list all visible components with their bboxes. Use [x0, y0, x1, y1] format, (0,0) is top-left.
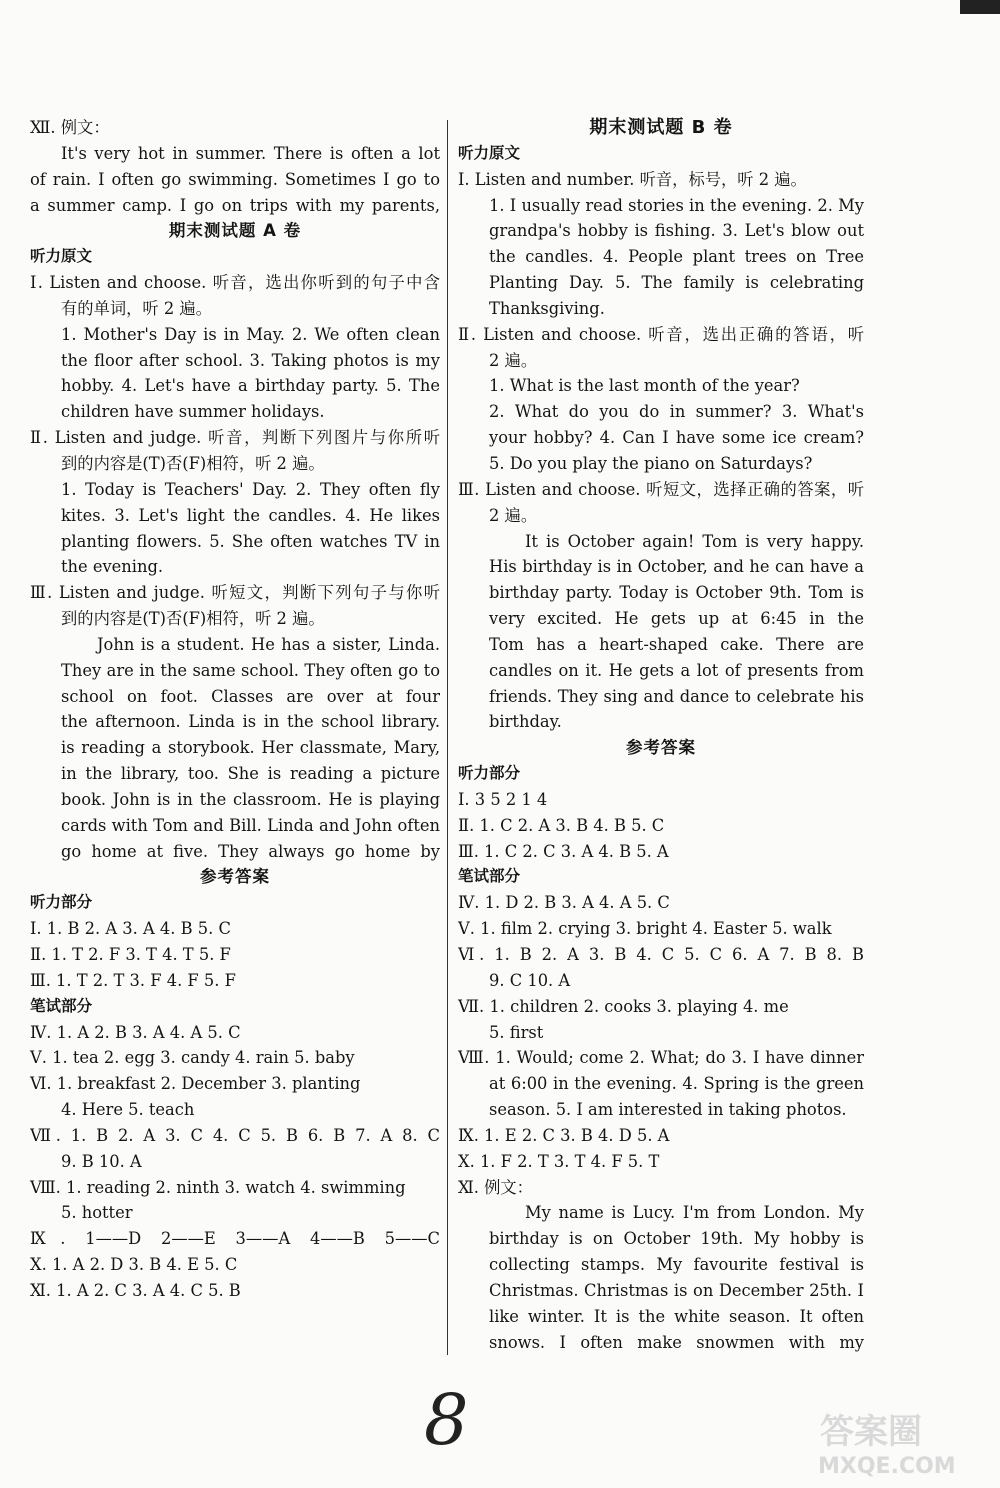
- left-line: Ⅶ. 1. B 2. A 3. C 4. C 5. B 6. B 7. A 8. C: [30, 1125, 440, 1145]
- right-line: birthday.: [489, 712, 562, 732]
- left-line: 5. hotter: [61, 1203, 133, 1223]
- left-line: Ⅰ. Listen and choose. 听音，选出你听到的句子中含: [30, 273, 440, 293]
- left-line: It's very hot in summer. There is often a lot: [61, 143, 440, 163]
- left-line: Ⅻ. 例文：: [30, 118, 110, 137]
- left-line: 1. Mother's Day is in May. 2. We often clean: [61, 324, 440, 344]
- left-line: 到的内容是(T)否(F)相符，听 2 遍。: [61, 609, 325, 629]
- right-line: 笔试部分: [458, 867, 521, 886]
- right-line: 1. I usually read stories in the evening. 2. My: [489, 195, 864, 215]
- left-line: hobby. 4. Let's have a birthday party. 5. The: [61, 376, 440, 396]
- right-line: the candles. 4. People plant trees on Tree: [489, 247, 864, 267]
- right-line: 2. What do you do in summer? 3. What's: [489, 402, 864, 422]
- right-line: Ⅵ. 1. B 2. A 3. B 4. C 5. C 6. A 7. B 8. B: [458, 945, 864, 964]
- right-column: [458, 115, 864, 1356]
- right-line: Ⅳ. 1. D 2. B 3. A 4. A 5. C: [458, 893, 670, 913]
- right-line: Ⅷ. 1. Would; come 2. What; do 3. I have dinner: [458, 1048, 864, 1068]
- right-line: Ⅱ. 1. C 2. A 3. B 4. B 5. C: [458, 815, 665, 835]
- left-line: 9. B 10. A: [61, 1151, 142, 1171]
- left-line: the floor after school. 3. Taking photos is my: [61, 350, 440, 370]
- left-line: 1. Today is Teachers' Day. 2. They often fly: [61, 479, 440, 499]
- right-line: Planting Day. 5. The family is celebrating: [489, 273, 864, 293]
- left-line: 期末测试题 A 卷: [168, 221, 302, 241]
- left-line: Ⅳ. 1. A 2. B 3. A 4. A 5. C: [30, 1022, 241, 1042]
- left-line: They are in the same school. They often go to: [61, 660, 440, 680]
- left-line: Ⅸ. 1——D 2——E 3——A 4——B 5——C: [30, 1229, 440, 1249]
- left-line: kites. 3. Let's light the candles. 4. He likes: [61, 505, 440, 525]
- left-line: 4. Here 5. teach: [61, 1100, 195, 1120]
- right-line: season. 5. I am interested in taking photos.: [489, 1100, 847, 1120]
- right-line: Ⅺ. 例文：: [458, 1177, 533, 1197]
- right-line: Ⅴ. 1. film 2. crying 3. bright 4. Easter 5. walk: [458, 919, 832, 939]
- column-divider: [447, 120, 448, 1355]
- watermark-site: MXQE.COM: [818, 1454, 956, 1479]
- left-line: 听力部分: [30, 893, 93, 912]
- right-line: friends. They sing and dance to celebrate his: [489, 686, 864, 706]
- right-line: very excited. He gets up at 6:45 in the: [489, 609, 864, 629]
- right-line: 5. Do you play the piano on Saturdays?: [489, 453, 813, 473]
- left-line: of rain. I often go swimming. Sometimes I go to: [30, 169, 440, 189]
- right-line: Ⅹ. 1. F 2. T 3. T 4. F 5. T: [458, 1151, 660, 1171]
- left-line: Ⅵ. 1. breakfast 2. December 3. planting: [30, 1074, 361, 1094]
- page-number: 8: [424, 1379, 469, 1461]
- left-column: [30, 115, 440, 1304]
- right-line: 2 遍。: [489, 350, 538, 370]
- left-line: John is a student. He has a sister, Linda.: [97, 634, 440, 654]
- right-line: 2 遍。: [489, 505, 538, 525]
- right-line: snows. I often make snowmen with my: [489, 1332, 864, 1352]
- right-line: 9. C 10. A: [489, 970, 571, 990]
- left-line: children have summer holidays.: [61, 402, 325, 422]
- right-line: your hobby? 4. Can I have some ice cream?: [489, 428, 864, 448]
- right-line: Ⅲ. Listen and choose. 听短文，选择正确的答案，听: [458, 479, 864, 499]
- right-line: 5. first: [489, 1022, 544, 1042]
- right-line: His birthday is in October, and he can have a: [489, 557, 864, 577]
- right-line: 1. What is the last month of the year?: [489, 376, 800, 396]
- left-line: book. John is in the classroom. He is playing: [61, 789, 440, 809]
- right-line: Thanksgiving.: [489, 298, 605, 318]
- left-line: Ⅱ. 1. T 2. F 3. T 4. T 5. F: [30, 945, 231, 964]
- right-line: birthday party. Today is October 9th. Tom is: [489, 583, 864, 603]
- right-line: like winter. It is the white season. It often: [489, 1306, 864, 1326]
- left-line: in the library, too. She is reading a picture: [61, 764, 440, 784]
- right-line: Ⅱ. Listen and choose. 听音，选出正确的答语，听: [458, 324, 864, 344]
- left-line: school on foot. Classes are over at four: [61, 686, 440, 706]
- right-line: 听力原文: [458, 143, 521, 162]
- left-line: a summer camp. I go on trips with my parents,: [30, 195, 440, 215]
- right-line: candles on it. He gets a lot of presents from: [489, 660, 864, 680]
- left-line: Ⅱ. Listen and judge. 听音，判断下列图片与你所听: [30, 428, 440, 448]
- left-line: 有的单词，听 2 遍。: [61, 298, 212, 318]
- left-line: go home at five. They always go home by: [61, 841, 440, 861]
- right-line: Christmas. Christmas is on December 25th. I: [489, 1280, 864, 1300]
- right-line: 参考答案: [626, 738, 696, 758]
- right-line: It is October again! Tom is very happy.: [525, 531, 864, 551]
- watermark-logo: [800, 1405, 990, 1480]
- right-line: Ⅶ. 1. children 2. cooks 3. playing 4. me: [458, 996, 789, 1016]
- right-line: 期末测试题 B 卷: [589, 117, 733, 138]
- right-line: collecting stamps. My favourite festival is: [489, 1255, 864, 1275]
- right-line: Ⅸ. 1. E 2. C 3. B 4. D 5. A: [458, 1125, 670, 1145]
- right-line: 听力部分: [458, 764, 521, 783]
- left-line: is reading a storybook. Her classmate, Mary,: [61, 738, 440, 758]
- left-line: planting flowers. 5. She often watches TV in: [61, 531, 440, 551]
- corner-mark: [960, 0, 1000, 14]
- left-line: Ⅺ. 1. A 2. C 3. A 4. C 5. B: [30, 1280, 241, 1300]
- left-line: Ⅴ. 1. tea 2. egg 3. candy 4. rain 5. baby: [30, 1048, 355, 1068]
- right-line: Tom has a heart-shaped cake. There are: [489, 634, 864, 654]
- left-line: 听力原文: [30, 247, 93, 266]
- right-line: Ⅰ. Listen and number. 听音，标号，听 2 遍。: [458, 169, 807, 189]
- right-line: My name is Lucy. I'm from London. My: [525, 1203, 864, 1223]
- left-line: Ⅹ. 1. A 2. D 3. B 4. E 5. C: [30, 1255, 238, 1275]
- left-line: Ⅲ. 1. T 2. T 3. F 4. F 5. F: [30, 970, 236, 990]
- right-line: birthday is on October 19th. My hobby is: [489, 1229, 864, 1249]
- right-line: Ⅰ. 3 5 2 1 4: [458, 789, 548, 809]
- left-line: Ⅷ. 1. reading 2. ninth 3. watch 4. swimming: [30, 1177, 406, 1197]
- watermark-brand: 答案圈: [820, 1412, 922, 1452]
- left-line: Ⅲ. Listen and judge. 听短文，判断下列句子与你听: [30, 583, 440, 603]
- right-line: grandpa's hobby is fishing. 3. Let's blow out: [489, 221, 864, 241]
- left-line: 笔试部分: [30, 996, 93, 1015]
- right-line: at 6:00 in the evening. 4. Spring is the green: [489, 1074, 864, 1094]
- left-line: 参考答案: [200, 867, 270, 887]
- left-line: cards with Tom and Bill. Linda and John often: [61, 815, 440, 835]
- left-line: Ⅰ. 1. B 2. A 3. A 4. B 5. C: [30, 919, 231, 939]
- right-line: Ⅲ. 1. C 2. C 3. A 4. B 5. A: [458, 841, 669, 861]
- left-line: the afternoon. Linda is in the school library.: [61, 712, 440, 732]
- left-line: 到的内容是(T)否(F)相符，听 2 遍。: [61, 453, 325, 473]
- left-line: the evening.: [61, 557, 164, 577]
